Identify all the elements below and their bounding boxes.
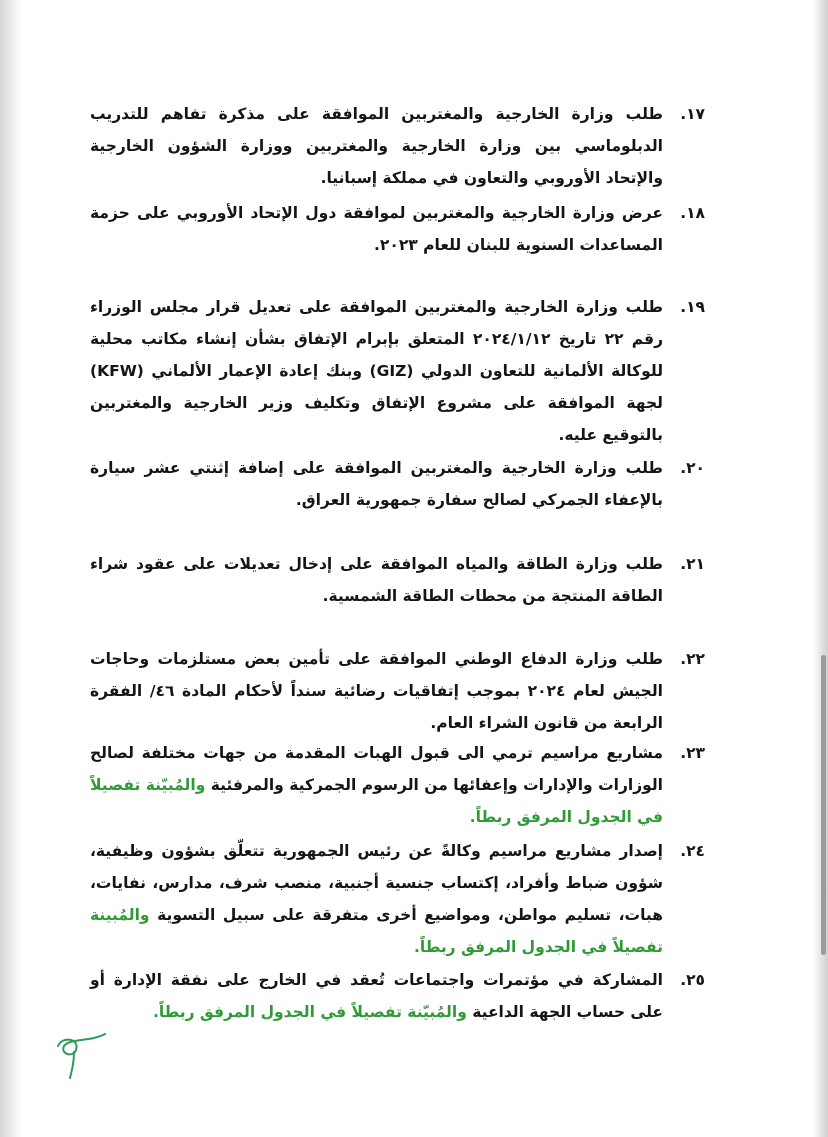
item-number: ٢١. bbox=[680, 555, 705, 573]
item-text: مشاريع مراسيم ترمي الى قبول الهبات المقدمة من جهات مختلفة لصالح الوزارات والإدارات وإعفائها من الرسوم الجمركية والمرفئية bbox=[90, 744, 663, 794]
agenda-item-20 bbox=[90, 452, 705, 516]
item-number: ١٨. bbox=[680, 204, 705, 222]
agenda-item-19 bbox=[90, 291, 705, 451]
agenda-item-22 bbox=[90, 643, 705, 739]
agenda-item-25 bbox=[90, 964, 705, 1028]
page-edge-left bbox=[0, 0, 22, 1137]
item-text: إصدار مشاريع مراسيم وكالةً عن رئيس الجمهورية تتعلّق بشؤون وظيفية، شؤون ضباط وأفراد، إكتساب جنسية أجنبية، منصب شرف، مدارس، نفايات، هبات، تسليم مواطن، ومواضيع أخرى متفرقة على سبيل التسوية bbox=[90, 842, 663, 924]
scrollbar-thumb[interactable] bbox=[821, 655, 826, 955]
item-text: طلب وزارة الخارجية والمغتربين الموافقة على تعديل قرار مجلس الوزراء رقم ٢٢ تاريخ ٢٠٢٤/١/١٢ المتعلق بإبرام الإتفاق بشأن إنشاء مكاتب محلية للوكالة الألمانية للتعاون الدولي (GIZ) وبنك إعادة الإعمار الألماني (KFW) لجهة الموافقة على مشروع الإتفاق وتكليف وزير الخارجية والمغتربين بالتوقيع عليه. bbox=[90, 298, 664, 444]
item-text: طلب وزارة الطاقة والمياه الموافقة على إدخال تعديلات على عقود شراء الطاقة المنتجة من محطات الطاقة الشمسية. bbox=[90, 555, 663, 605]
agenda-item-21 bbox=[90, 548, 705, 612]
item-text: عرض وزارة الخارجية والمغتربين لموافقة دول الإتحاد الأوروبي على حزمة المساعدات السنوية للبنان للعام ٢٠٢٣. bbox=[90, 204, 663, 254]
item-number: ٢٣. bbox=[680, 744, 705, 762]
agenda-item-23 bbox=[90, 737, 705, 833]
item-number: ٢٠. bbox=[680, 459, 705, 477]
agenda-item-17 bbox=[90, 98, 705, 194]
item-note: والمُبينة تفصيلاً في الجدول المرفق ربطاً. bbox=[90, 906, 663, 956]
item-text: طلب وزارة الخارجية والمغتربين الموافقة على مذكرة تفاهم للتدريب الدبلوماسي بين وزارة الخارجية والمغتربين ووزارة الشؤون الخارجية والإتحاد الأوروبي والتعاون في مملكة إسبانيا. bbox=[90, 105, 663, 187]
agenda-item-18 bbox=[90, 197, 705, 261]
agenda-item-24 bbox=[90, 835, 705, 963]
item-number: ٢٤. bbox=[680, 842, 705, 860]
page-edge-right bbox=[812, 0, 828, 1137]
item-number: ١٧. bbox=[680, 105, 705, 123]
item-text: طلب وزارة الخارجية والمغتربين الموافقة على إضافة إثنتي عشر سيارة بالإعفاء الجمركي لصالح سفارة جمهورية العراق. bbox=[90, 459, 663, 509]
item-number: ٢٢. bbox=[680, 650, 705, 668]
item-text: طلب وزارة الدفاع الوطني الموافقة على تأمين بعض مستلزمات وحاجات الجيش لعام ٢٠٢٤ بموجب إتفاقيات رضائية سنداً لأحكام المادة ٤٦/ الفقرة الرابعة من قانون الشراء العام. bbox=[90, 650, 663, 732]
item-text: المشاركة في مؤتمرات واجتماعات تُعقد في الخارج على نفقة الإدارة أو على حساب الجهة الداعية bbox=[90, 971, 663, 1021]
item-note: والمُبيّنة تفصيلاً في الجدول المرفق ربطاً. bbox=[90, 776, 663, 826]
signature-initial bbox=[50, 1032, 120, 1080]
item-number: ٢٥. bbox=[680, 971, 705, 989]
item-number: ١٩. bbox=[680, 298, 705, 316]
item-note: والمُبيّنة تفصيلاً في الجدول المرفق ربطاً. bbox=[152, 1003, 467, 1021]
